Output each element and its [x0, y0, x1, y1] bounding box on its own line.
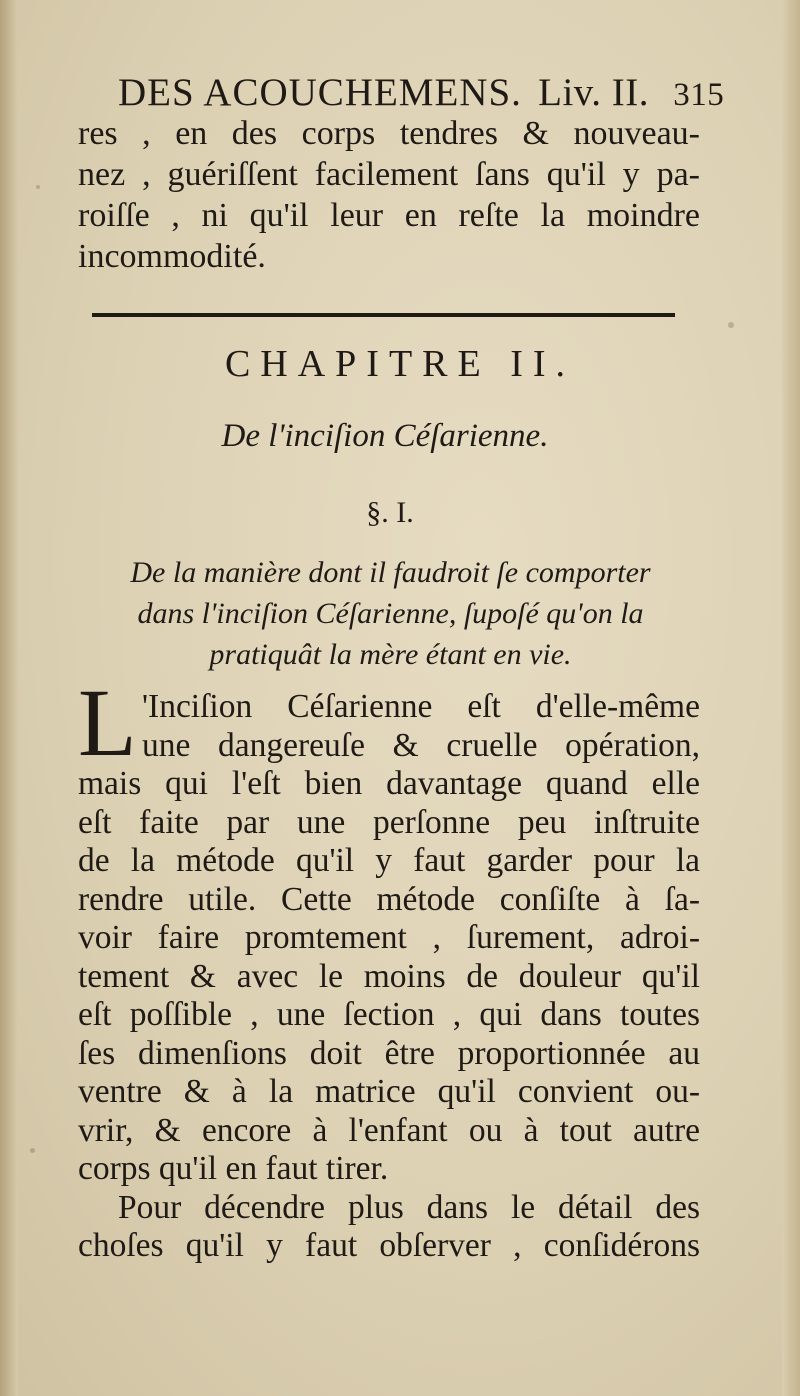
text-line: mais qui l'eſt bien davantage quand elle	[78, 765, 700, 802]
text-line: 'Inciſion Céſarienne eſt d'elle-même	[142, 688, 700, 725]
page-edge-shadow	[782, 0, 800, 1396]
paper-spot	[728, 322, 734, 328]
paper-spot	[30, 1148, 35, 1153]
page-number: 315	[673, 77, 725, 113]
heading-line: De la manière dont il faudroit ſe comporter	[130, 556, 651, 589]
text-line: ventre & à la matrice qu'il convient ou-	[78, 1073, 700, 1110]
body-text	[78, 688, 700, 1266]
text-line: voir faire promtement , ſurement, adroi-	[78, 919, 700, 956]
section-mark: §. I.	[366, 496, 414, 529]
top-paragraph	[78, 113, 700, 277]
running-head-book: Liv. II.	[538, 71, 649, 114]
running-head	[118, 70, 725, 115]
running-head-title: DES ACOUCHEMENS.	[118, 71, 522, 114]
text-line: ſes dimenſions doit être proportionnée au	[78, 1034, 700, 1072]
page-gutter-shadow	[0, 0, 18, 1396]
text-line: res , en des corps tendres & nouveau-	[78, 115, 700, 152]
text-line: rendre utile. Cette métode conſiſte à ſa-	[78, 880, 700, 918]
text-line: eſt faite par une perſonne peu inſtruite	[78, 803, 700, 841]
text-line: tement & avec le moins de douleur qu'il	[78, 957, 700, 995]
text-line: de la métode qu'il y faut garder pour la	[78, 842, 700, 879]
paper-spot	[36, 185, 40, 189]
text-line: nez , guériſſent facilement ſans qu'il y pa-	[78, 156, 700, 193]
text-line: corps qu'il en faut tirer.	[78, 1150, 389, 1187]
text-line: vrir, & encore à l'enfant ou à tout autre	[78, 1111, 700, 1149]
text-line: Pour décendre plus dans le détail des	[118, 1188, 700, 1226]
text-line: une dangereuſe & cruelle opération,	[142, 726, 700, 764]
chapter-subtitle: De l'inciſion Céſarienne.	[221, 418, 549, 454]
chapter-title: CHAPITRE II.	[224, 343, 576, 385]
drop-cap: L	[78, 669, 137, 776]
horizontal-rule	[92, 313, 675, 317]
heading-line: pratiquât la mère étant en vie.	[209, 638, 572, 671]
text-line: eſt poſſible , une ſection , qui dans toutes	[78, 996, 700, 1033]
text-line: incommodité.	[78, 238, 266, 275]
heading-line: dans l'inciſion Céſarienne, ſupoſé qu'on la	[137, 597, 644, 630]
text-line: choſes qu'il y faut obſerver , conſidérons	[78, 1227, 700, 1264]
text-line: roiſſe , ni qu'il leur en reſte la moindre	[78, 197, 700, 234]
section-heading	[78, 552, 703, 675]
